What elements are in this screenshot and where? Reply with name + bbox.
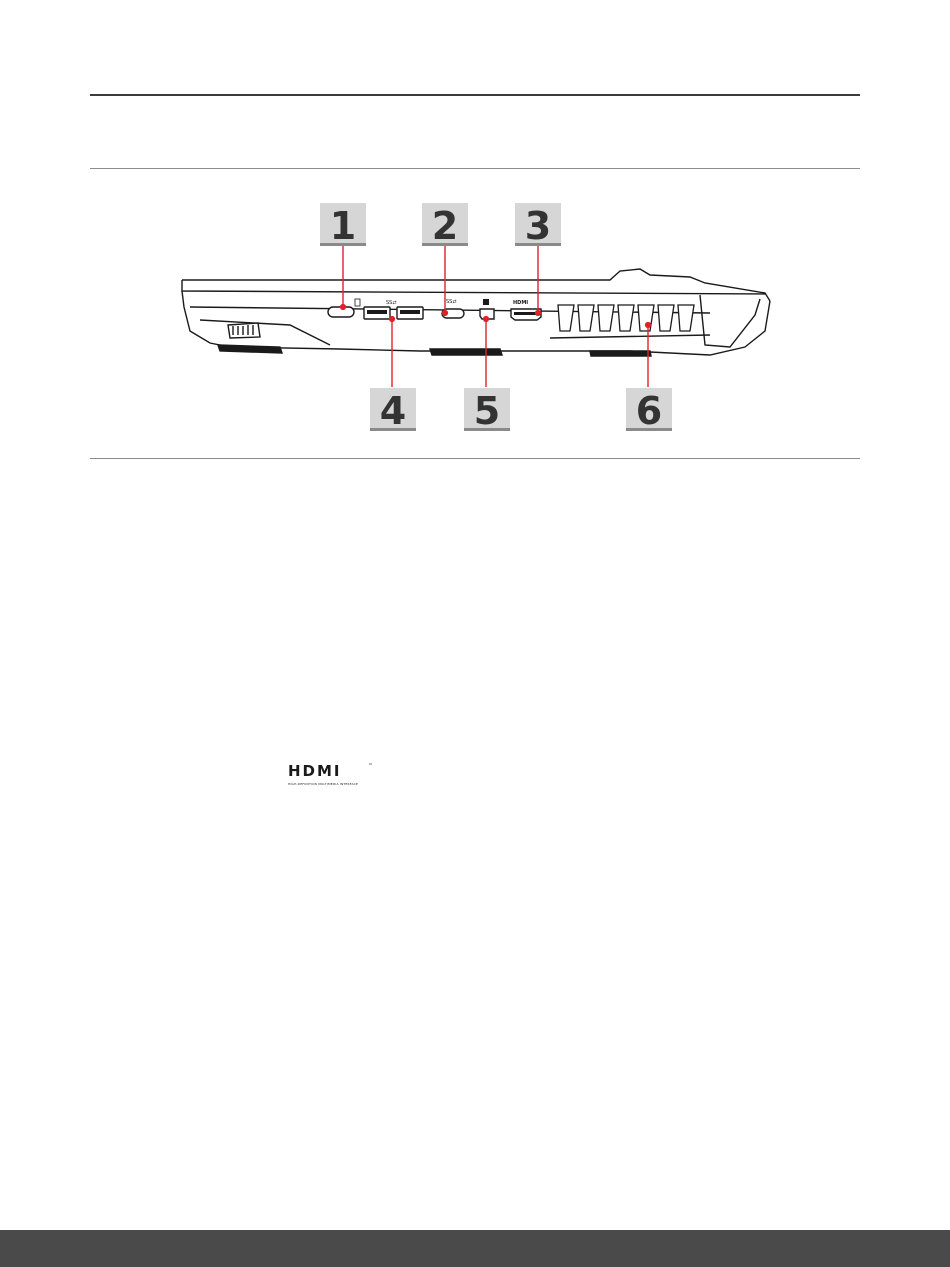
header-rule	[90, 94, 860, 96]
callout-6	[626, 388, 672, 433]
hdmi-port	[511, 300, 541, 320]
callout-3	[515, 203, 561, 248]
ventilator	[558, 305, 694, 331]
hdmi-icon: HDMI	[513, 300, 529, 306]
callout-2	[422, 203, 468, 248]
mini-displayport-icon	[483, 299, 489, 305]
callout-2-label: 2	[431, 204, 459, 248]
footer-bar	[0, 1230, 950, 1267]
section-rule-bottom	[90, 458, 860, 459]
hdmi-trademark: ™	[368, 763, 373, 769]
callout-1-label: 1	[329, 204, 357, 248]
hdmi-wordmark: HDMI	[288, 762, 342, 780]
mini-displayport	[480, 299, 494, 319]
callout-5	[464, 388, 510, 433]
callout-5-label: 5	[473, 389, 501, 433]
section-rule-top	[90, 168, 860, 169]
callout-1	[320, 203, 366, 248]
hdmi-logo	[288, 762, 373, 788]
usb-c-icon: SS⇄	[446, 299, 457, 305]
callout-6-label: 6	[635, 389, 663, 433]
sd-card-icon	[355, 299, 360, 306]
callout-4	[370, 388, 416, 433]
usb3-icon: SS⇄	[386, 300, 397, 306]
laptop-side-view-figure	[170, 195, 780, 440]
callout-3-label: 3	[524, 204, 552, 248]
hdmi-tagline: HIGH-DEFINITION MULTIMEDIA INTERFACE	[288, 782, 359, 786]
callout-4-label: 4	[379, 389, 407, 433]
